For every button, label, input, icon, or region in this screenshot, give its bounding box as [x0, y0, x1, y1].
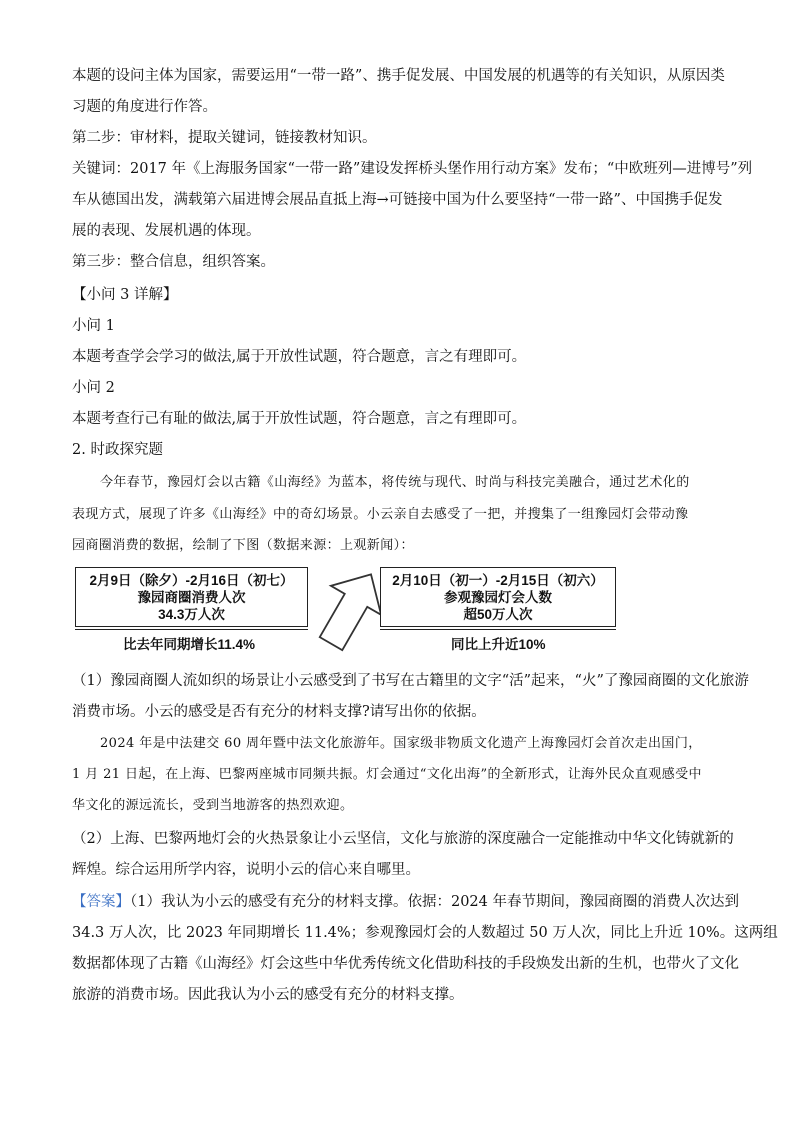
- material-line: 华文化的源远流长，受到当地游客的热烈欢迎。: [72, 798, 354, 813]
- left-box-value: 34.3万人次: [158, 607, 225, 622]
- right-underline: [380, 629, 616, 630]
- text-line: 本题考查行己有耻的做法,属于开放性试题，符合题意，言之有理即可。: [72, 411, 527, 427]
- step-three-line: 第三步：整合信息，组织答案。: [72, 254, 275, 270]
- keywords-line: 关键词：2017 年《上海服务国家“一带一路”建设发挥桥头堡作用行动方案》发布；“中欧班列—进博号”列: [72, 161, 753, 177]
- text-line: 车从德国出发，满载第六届进博会展品直抵上海→可链接中国为什么要坚持“一带一路”、中国携手促发: [72, 192, 723, 208]
- question-1-line: 消费市场。小云的感受是否有充分的材料支撑?请写出你的依据。: [72, 704, 486, 720]
- left-data-box: [75, 567, 308, 627]
- answer-line: 数据都体现了古籍《山海经》灯会这些中华优秀传统文化借助科技的手段焕发出新的生机，也带火了文化: [72, 956, 739, 972]
- answer-tag: 【答案】: [72, 894, 130, 910]
- text-line: 展的表现、发展机遇的体现。: [72, 223, 261, 239]
- section-heading: 【小问 3 详解】: [72, 287, 178, 303]
- material-line: 2024 年是中法建交 60 周年暨中法文化旅游年。国家级非物质文化遗产上海豫园灯会首次走出国门，: [100, 736, 702, 751]
- left-box-date: 2月9日（除夕）-2月16日（初七）: [89, 573, 294, 588]
- answer-text: （1）我认为小云的感受有充分的材料支撑。依据：2024 年春节期间，豫园商圈的消费人次达到: [130, 894, 739, 910]
- question-2-line: 辉煌。综合运用所学内容，说明小云的信心来自哪里。: [72, 862, 420, 878]
- left-box-title: 豫园商圈消费人次: [137, 590, 246, 605]
- material-line: 表现方式，展现了许多《山海经》中的奇幻场景。小云亲自去感受了一把，并搜集了一组豫园灯会带动豫: [72, 507, 689, 522]
- question-2-line: （2）上海、巴黎两地灯会的火热景象让小云坚信，文化与旅游的深度融合一定能推动中华文化铸就新的: [72, 831, 734, 847]
- text-line: 习题的角度进行作答。: [72, 99, 217, 115]
- answer-line: 旅游的消费市场。因此我认为小云的感受有充分的材料支撑。: [72, 987, 464, 1003]
- question-1-line: （1）豫园商圈人流如织的场景让小云感受到了书写在古籍里的文字“活”起来，“火”了豫园商圈的文化旅游: [72, 673, 749, 689]
- answer-line: [72, 892, 739, 912]
- right-box-title: 参观豫园灯会人数: [444, 590, 552, 605]
- text-line: 本题的设问主体为国家，需要运用“一带一路”、携手促发展、中国发展的机遇等的有关知识，从原因类: [72, 68, 725, 84]
- right-data-box: [380, 567, 616, 627]
- up-right-arrow-icon: [316, 565, 386, 653]
- text-line: 本题考查学会学习的做法,属于开放性试题，符合题意，言之有理即可。: [72, 349, 527, 365]
- step-two-line: 第二步：审材料，提取关键词，链接教材知识。: [72, 130, 377, 146]
- material-line: 今年春节，豫园灯会以古籍《山海经》为蓝本，将传统与现代、时尚与科技完美融合，通过艺术化的: [100, 475, 690, 490]
- sub-question-label: 小问 2: [72, 380, 115, 396]
- answer-line: 34.3 万人次，比 2023 年同期增长 11.4%；参观豫园灯会的人数超过 50 万人次，同比上升近 10%。这两组: [72, 925, 778, 941]
- material-line: 园商圈消费的数据，绘制了下图（数据来源：上观新闻）：: [72, 538, 414, 553]
- sub-question-label: 小问 1: [72, 318, 115, 334]
- right-box-date: 2月10日（初一）-2月15日（初六）: [392, 573, 604, 588]
- right-caption: 同比上升近10%: [451, 637, 546, 652]
- question-heading: 2. 时政探究题: [72, 442, 163, 458]
- left-underline: [75, 629, 308, 630]
- material-line: 1 月 21 日起，在上海、巴黎两座城市同频共振。灯会通过“文化出海”的全新形式，让海外民众直观感受中: [72, 767, 702, 782]
- right-box-value: 超50万人次: [463, 607, 533, 622]
- left-caption: 比去年同期增长11.4%: [123, 637, 256, 652]
